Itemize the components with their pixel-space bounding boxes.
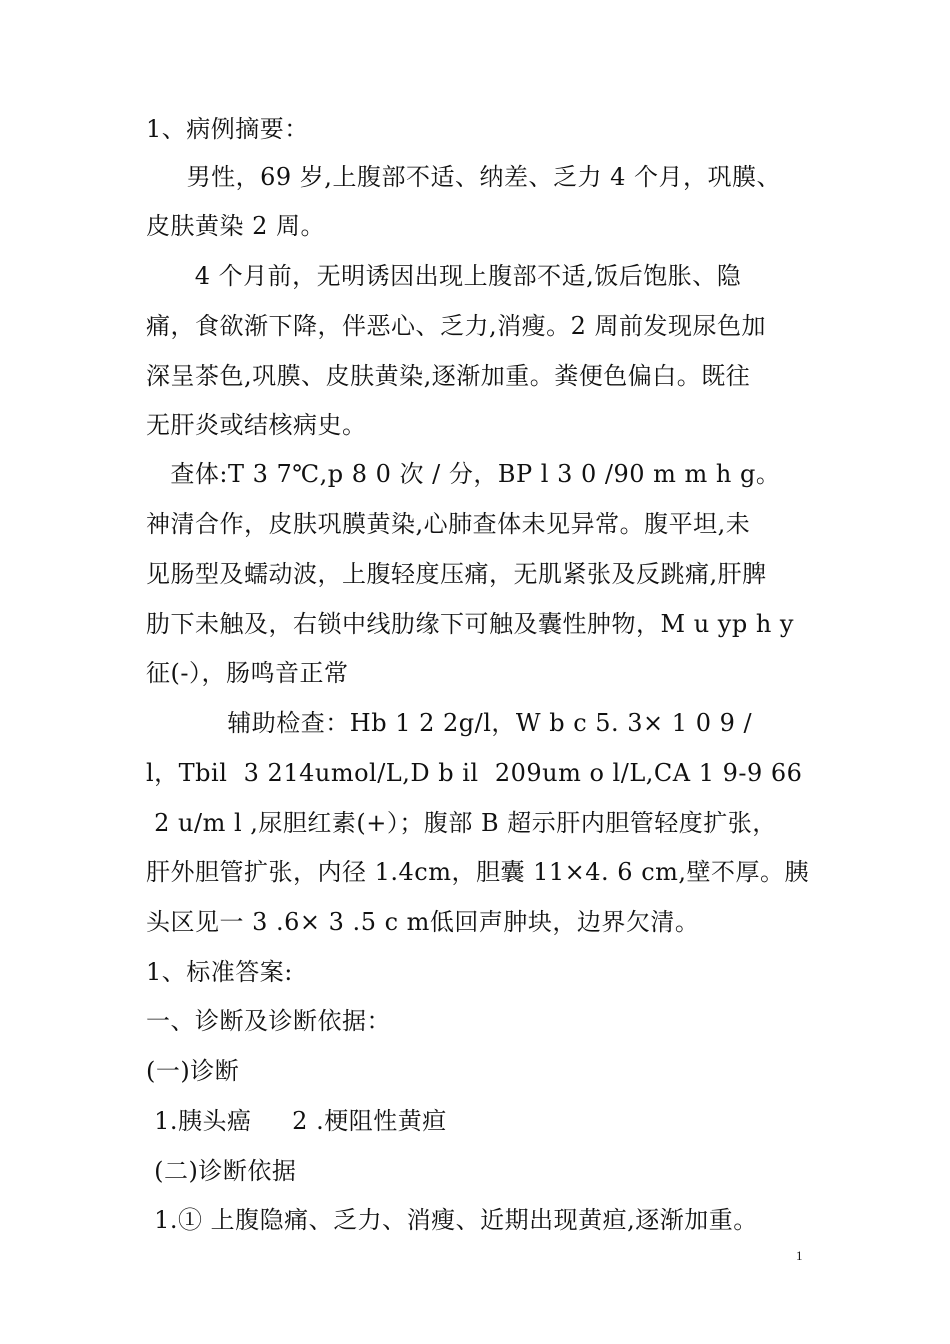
text-line: 征(-），肠鸣音正常 xyxy=(146,659,349,687)
text-line: 肋下未触及，右锁中线肋缘下可触及囊性肿物，M u yp h y xyxy=(146,610,794,638)
text-line: 4 个月前，无明诱因出现上腹部不适,饭后饱胀、隐 xyxy=(146,262,742,290)
text-line: l，Tbil 3 214umol/L,D b il 209um o l/L,CA 1 9-9 66 xyxy=(146,759,803,787)
text-line: (二)诊断依据 xyxy=(146,1157,297,1185)
text-line: 查体:T 3 7℃,p 8 0 次 / 分，BP l 3 0 /90 m m h g。 xyxy=(146,460,781,488)
text-line: 1、标准答案: xyxy=(146,958,293,986)
text-line: 深呈茶色,巩膜、皮肤黄染,逐渐加重。粪便色偏白。既往 xyxy=(146,362,751,390)
text-line: (一)诊断 xyxy=(146,1057,240,1085)
page-number: 1 xyxy=(796,1248,803,1263)
text-line: 一、诊断及诊断依据： xyxy=(146,1007,391,1035)
text-line: 1、病例摘要： xyxy=(146,115,309,143)
text-line: 肝外胆管扩张，内径 1.4cm，胆囊 11×4. 6 cm,壁不厚。胰 xyxy=(146,858,810,886)
text-line: 皮肤黄染 2 周。 xyxy=(146,212,326,240)
text-line: 1.① 上腹隐痛、乏力、消瘦、近期出现黄疸,逐渐加重。 xyxy=(146,1206,758,1234)
text-line: 见肠型及蠕动波，上腹轻度压痛，无肌紧张及反跳痛,肝脾 xyxy=(146,560,767,588)
text-line: 痛，食欲渐下降，伴恶心、乏力,消瘦。2 周前发现尿色加 xyxy=(146,312,767,340)
text-line: 2 u/m l ,尿胆红素(+）；腹部 B 超示肝内胆管轻度扩张， xyxy=(146,809,777,837)
text-line: 男性，69 岁,上腹部不适、纳差、乏力 4 个月，巩膜、 xyxy=(146,163,781,191)
text-line: 神清合作，皮肤巩膜黄染,心肺查体未见异常。腹平坦,未 xyxy=(146,510,751,538)
text-line: 无肝炎或结核病史。 xyxy=(146,411,367,439)
text-line: 1.胰头癌 2 .梗阻性黄疸 xyxy=(146,1107,447,1135)
text-line: 辅助检查：Hb 1 2 2g/l，W b c 5. 3× 1 0 9 / xyxy=(146,709,753,737)
text-line: 头区见一 3 .6× 3 .5 c m低回声肿块，边界欠清。 xyxy=(146,908,700,936)
